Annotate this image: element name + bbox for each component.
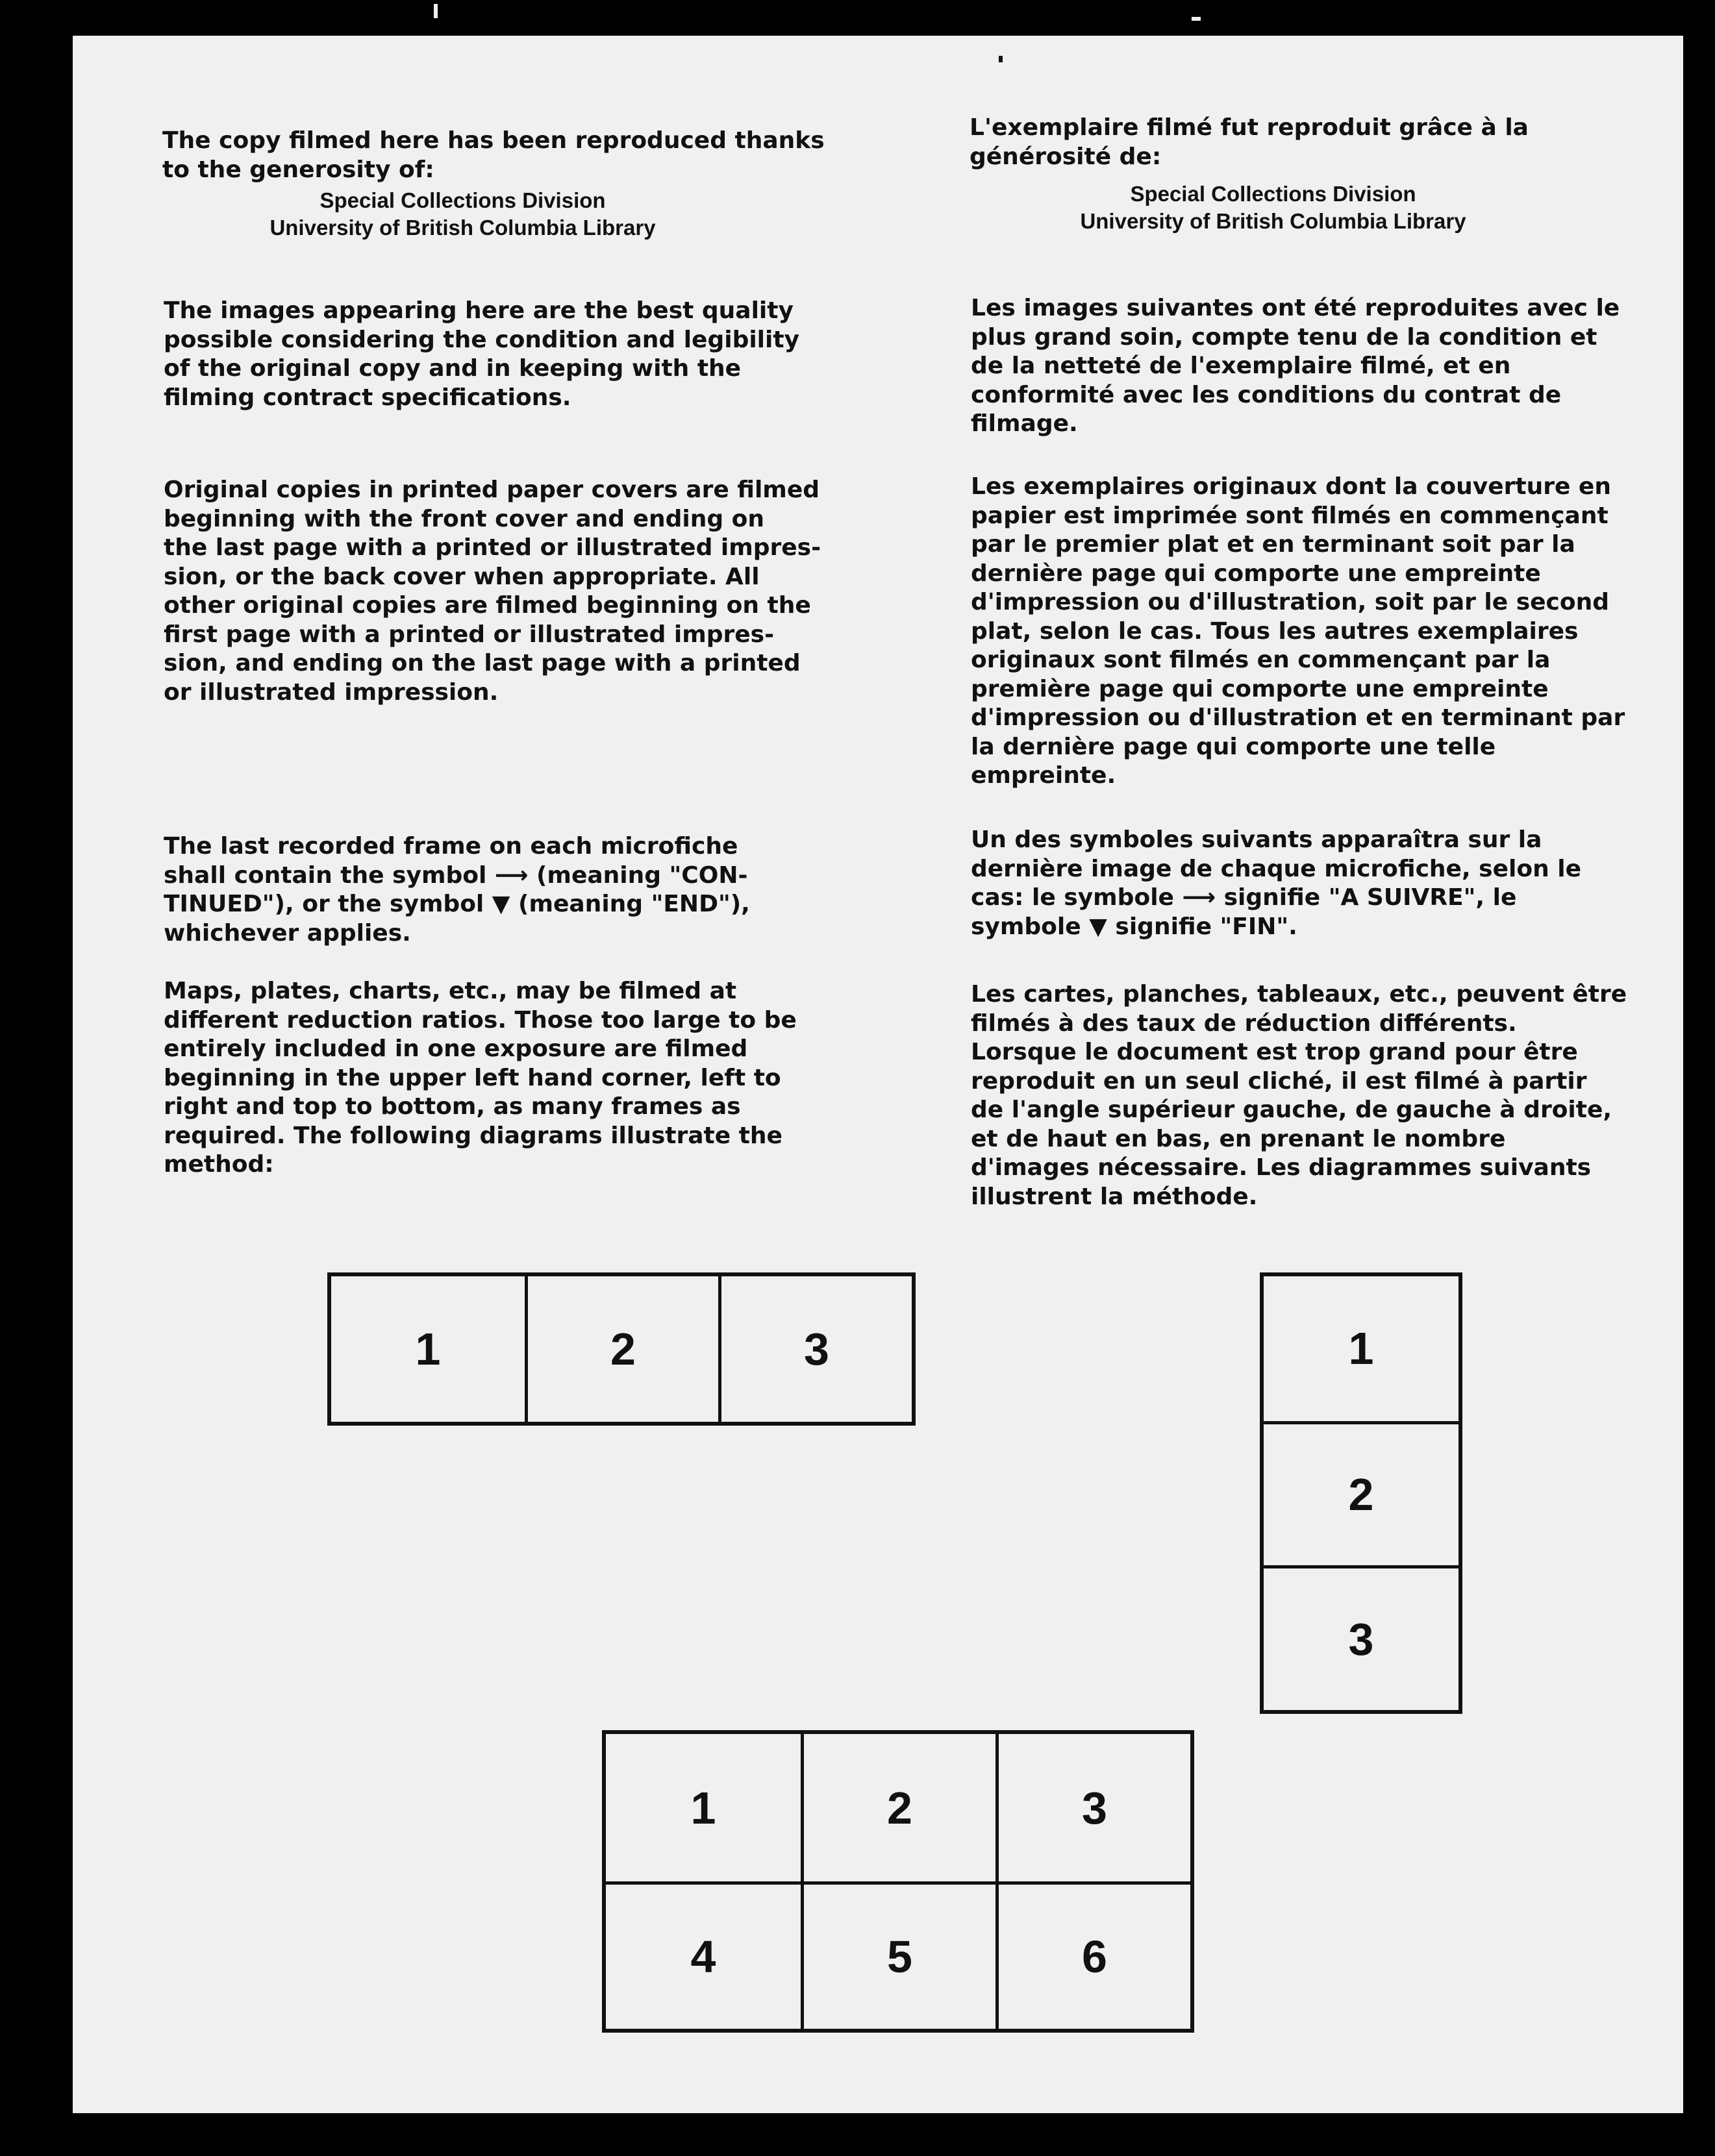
text-line: illustrent la méthode. (971, 1183, 1258, 1210)
text-line: papier est imprimée sont filmés en commençant (971, 502, 1609, 529)
text-line: et de haut en bas, en prenant le nombre (971, 1125, 1506, 1152)
english-covers-paragraph (164, 476, 821, 707)
text-line: beginning in the upper left hand corner, left to (164, 1064, 781, 1091)
text-line: other original copies are filmed beginning on the (164, 592, 811, 619)
text-line: beginning with the front cover and ending on (164, 505, 765, 532)
scan-speck (1192, 17, 1201, 21)
text-line: filming contract specifications. (164, 384, 571, 411)
text-line: The copy filmed here has been reproduced thanks (162, 127, 825, 154)
text-line: la dernière page qui comporte une telle (971, 733, 1496, 760)
frame-cell: 3 (718, 1276, 912, 1422)
text-line: the last page with a printed or illustrated impres- (164, 534, 821, 561)
block-frame-diagram (602, 1730, 1194, 2033)
microfiche-target-page (73, 36, 1683, 2113)
text-line: possible considering the condition and legibility (164, 326, 800, 353)
text-line: de la netteté de l'exemplaire filmé, et en (971, 353, 1511, 379)
text-line: dernière page qui comporte une empreinte (971, 560, 1541, 587)
text-line: University of British Columbia Library (269, 216, 656, 240)
text-line: Original copies in printed paper covers are filmed (164, 477, 820, 503)
frame-cell: 2 (801, 1734, 995, 1881)
text-line: Lorsque le document est trop grand pour être (971, 1039, 1578, 1065)
frame-cell: 3 (1264, 1565, 1458, 1710)
text-line: symbole ▼ signifie "FIN". (971, 913, 1297, 940)
french-maps-paragraph (971, 980, 1627, 1211)
frame-cell: 1 (415, 1324, 441, 1374)
text-line: d'impression ou d'illustration et en terminant par (971, 704, 1625, 731)
frame-cell: 2 (1264, 1421, 1458, 1566)
text-line: The last recorded frame on each microfiche (164, 833, 738, 860)
text-line: of the original copy and in keeping with the (164, 355, 742, 382)
text-line: shall contain the symbol ⟶ (meaning "CON- (164, 861, 748, 889)
english-intro (162, 127, 825, 184)
text-line: Special Collections Division (1130, 182, 1416, 206)
text-line: empreinte. (971, 762, 1116, 789)
text-line: University of British Columbia Library (1080, 209, 1466, 233)
text-line: générosité de: (970, 143, 1162, 170)
text-line: reproduit en un seul cliché, il est filmé à partir (971, 1067, 1587, 1095)
english-credit (162, 187, 763, 242)
frame-cell: 2 (525, 1276, 718, 1422)
text-line: conformité avec les conditions du contrat de (971, 381, 1562, 408)
english-symbols-paragraph (164, 832, 750, 948)
french-covers-paragraph (971, 473, 1625, 791)
text-line: Les images suivantes ont été reproduites avec le (971, 295, 1620, 321)
text-line: right and top to bottom, as many frames as (164, 1093, 741, 1120)
frame-cell: 5 (801, 1881, 995, 2029)
vertical-frame-diagram (1260, 1272, 1462, 1714)
frame-cell: 6 (995, 1881, 1190, 2029)
text-line: whichever applies. (164, 919, 411, 947)
text-line: cas: le symbole ⟶ signifie "A SUIVRE", le (971, 884, 1517, 911)
text-line: entirely included in one exposure are filmed (164, 1035, 748, 1062)
english-quality-paragraph (164, 297, 799, 412)
text-line: filmés à des taux de réduction différents. (971, 1010, 1517, 1037)
text-line: TINUED"), or the symbol ▼ (meaning "END"), (164, 891, 750, 917)
text-line: de l'angle supérieur gauche, de gauche à droite, (971, 1097, 1612, 1123)
text-line: première page qui comporte une empreinte (971, 675, 1549, 702)
text-line: Les cartes, planches, tableaux, etc., peuvent être (971, 981, 1627, 1008)
scan-speck (434, 4, 438, 18)
frame-cell: 1 (1348, 1323, 1374, 1374)
text-line: The images appearing here are the best quality (164, 297, 794, 324)
french-quality-paragraph (971, 294, 1620, 439)
text-line: Maps, plates, charts, etc., may be filmed at (164, 978, 737, 1004)
text-line: first page with a printed or illustrated impres- (164, 621, 775, 648)
text-line: originaux sont filmés en commençant par la (971, 647, 1551, 673)
frame-cell: 1 (690, 1782, 716, 1833)
text-line: d'images nécessaire. Les diagrammes suivants (971, 1154, 1592, 1181)
text-line: or illustrated impression. (164, 678, 499, 706)
text-line: par le premier plat et en terminant soit par la (971, 531, 1575, 558)
text-line: plat, selon le cas. Tous les autres exemplaires (971, 617, 1579, 645)
frame-cell: 3 (995, 1734, 1190, 1881)
french-credit (970, 180, 1577, 235)
text-line: plus grand soin, compte tenu de la condition et (971, 323, 1597, 351)
scan-speck (999, 56, 1003, 62)
text-line: Les exemplaires originaux dont la couverture en (971, 473, 1611, 500)
english-maps-paragraph (164, 977, 797, 1180)
text-line: L'exemplaire filmé fut reproduit grâce à la (970, 114, 1529, 141)
text-line: filmage. (971, 410, 1078, 437)
text-line: Special Collections Division (319, 188, 606, 212)
text-line: d'impression ou d'illustration, soit par le second (971, 589, 1610, 615)
text-line: required. The following diagrams illustrate the (164, 1122, 782, 1149)
text-line: method: (164, 1151, 274, 1178)
text-line: sion, or the back cover when appropriate. All (164, 563, 760, 590)
horizontal-frame-diagram (327, 1272, 916, 1426)
frame-cell: 4 (606, 1881, 801, 2029)
text-line: different reduction ratios. Those too large to be (164, 1006, 797, 1034)
text-line: Un des symboles suivants apparaîtra sur la (971, 826, 1542, 853)
text-line: to the generosity of: (162, 156, 434, 183)
french-symbols-paragraph (971, 826, 1581, 941)
text-line: sion, and ending on the last page with a printed (164, 650, 801, 676)
french-intro (970, 114, 1529, 171)
text-line: dernière image de chaque microfiche, selon le (971, 855, 1582, 882)
